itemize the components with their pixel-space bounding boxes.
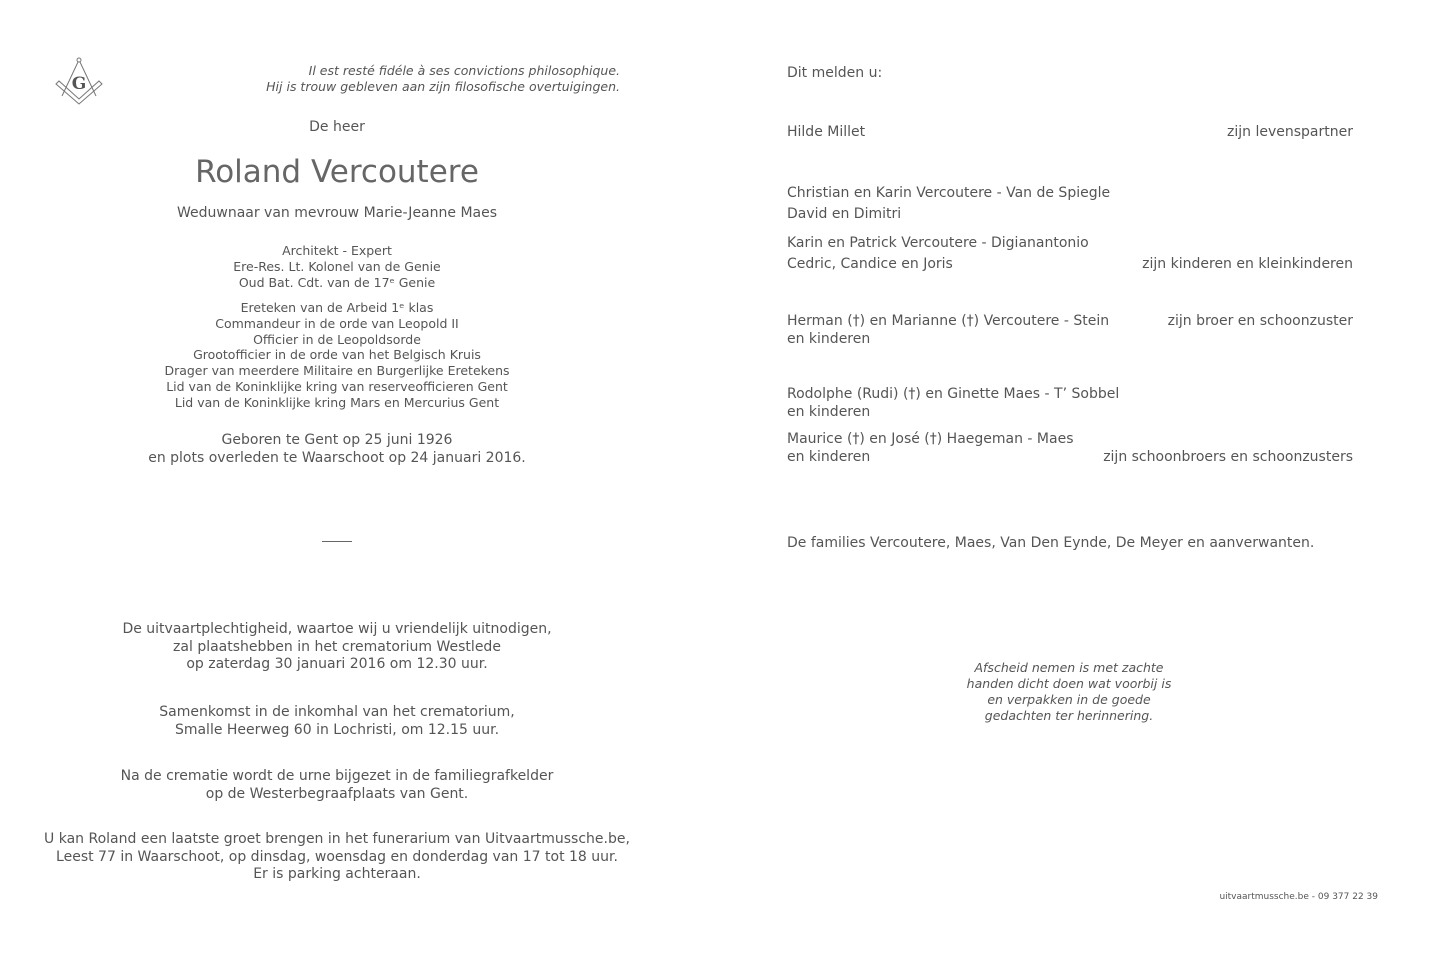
honour-line: Grootofficier in de orde van het Belgisch Kruis: [193, 347, 481, 363]
sibling-line: Herman (†) en Marianne (†) Vercoutere - Stein: [787, 313, 1110, 329]
poem-line: Afscheid nemen is met zachte: [974, 660, 1164, 675]
urn: [37, 768, 637, 803]
poem-line: gedachten ter herinnering.: [984, 708, 1154, 723]
child-line: Karin en Patrick Vercoutere - Digianantonio: [787, 235, 1089, 251]
titles: [37, 243, 637, 291]
siblings-block: [787, 312, 1353, 348]
motto-nl: Hij is trouw gebleven aan zijn filosofische overtuigingen.: [266, 79, 620, 94]
child-line: Christian en Karin Vercoutere - Van de Spiegle: [787, 185, 1111, 201]
intro: Dit melden u:: [787, 65, 883, 81]
widower-line: Weduwnaar van mevrouw Marie-Jeanne Maes: [176, 205, 498, 221]
honour-line: Lid van de Koninklijke kring van reserveofficieren Gent: [166, 378, 508, 394]
ceremony-line: op zaterdag 30 januari 2016 om 12.30 uur.: [186, 656, 488, 672]
child-line: David en Dimitri: [787, 205, 902, 222]
inlaw-line: en kinderen: [787, 449, 871, 465]
footer-contact: uitvaartmussche.be - 09 377 22 39: [1219, 892, 1378, 902]
urn-line: Na de crematie wordt de urne bijgezet in de familiegrafkelder: [120, 768, 554, 784]
title-line: Architekt - Expert: [282, 243, 392, 258]
honour-line: Officier in de Leopoldsorde: [253, 331, 421, 347]
svg-text:G: G: [71, 74, 87, 94]
honours: [37, 300, 637, 411]
poem-line: en verpakken in de goede: [987, 692, 1151, 707]
sibling-line: en kinderen: [787, 331, 871, 347]
inlaw-line: en kinderen: [787, 404, 871, 420]
urn-line: op de Westerbegraafplaats van Gent.: [205, 785, 469, 802]
inlaw-line: Rodolphe (Rudi) (†) en Ginette Maes - T’ Sobbel: [787, 386, 1120, 402]
visit-line: Leest 77 in Waarschoot, op dinsdag, woensdag en donderdag van 17 tot 18 uur.: [56, 848, 618, 865]
square-compass-icon: [54, 56, 104, 106]
poem: [919, 660, 1219, 724]
honour-line: Ereteken van de Arbeid 1ᵉ klas: [240, 300, 434, 315]
ceremony-line: De uitvaartplechtigheid, waartoe wij u vriendelijk uitnodigen,: [122, 621, 552, 637]
deceased-name: Roland Vercoutere: [195, 154, 479, 190]
birth-line: Geboren te Gent op 25 juni 1926: [221, 432, 453, 448]
title-line: Ere-Res. Lt. Kolonel van de Genie: [233, 259, 441, 274]
motto-fr: Il est resté fidéle à ses convictions philosophique.: [308, 63, 620, 78]
children-block: [787, 183, 1353, 274]
divider: [322, 541, 352, 542]
gathering-line: Smalle Heerweg 60 in Lochristi, om 12.15 uur.: [174, 721, 500, 738]
ceremony-line: zal plaatshebben in het crematorium Westlede: [173, 638, 501, 655]
honour-line: Lid van de Koninklijke kring Mars en Mercurius Gent: [174, 394, 500, 410]
ceremony: [37, 621, 637, 674]
visit: [0, 831, 674, 884]
partner-row: [787, 123, 1353, 141]
birth-death: [37, 432, 637, 467]
honour-line: Commandeur in de orde van Leopold II: [215, 315, 459, 331]
death-line: en plots overleden te Waarschoot op 24 januari 2016.: [148, 449, 526, 466]
motto: [200, 63, 620, 95]
partner-name: Hilde Millet: [787, 124, 866, 140]
visit-line: U kan Roland een laatste groet brengen in het funerarium van Uitvaartmussche.be,: [44, 831, 630, 847]
children-relation: zijn kinderen en kleinkinderen: [1142, 255, 1353, 272]
honour-line: Drager van meerdere Militaire en Burgerlijke Eretekens: [164, 363, 510, 379]
families-line: De families Vercoutere, Maes, Van Den Eynde, De Meyer en aanverwanten.: [787, 535, 1315, 551]
visit-line: Er is parking achteraan.: [253, 866, 421, 882]
inlaw-line: Maurice (†) en José (†) Haegeman - Maes: [787, 431, 1074, 447]
salutation: De heer: [309, 119, 365, 135]
inlaws-block: [787, 385, 1353, 466]
inlaws-relation: zijn schoonbroers en schoonzusters: [1103, 449, 1353, 465]
siblings-relation: zijn broer en schoonzuster: [1167, 313, 1353, 329]
title-line: Oud Bat. Cdt. van de 17ᵉ Genie: [238, 275, 436, 290]
poem-line: handen dicht doen wat voorbij is: [966, 676, 1172, 691]
child-line: Cedric, Candice en Joris: [787, 255, 953, 272]
gathering-line: Samenkomst in de inkomhal van het crematorium,: [159, 704, 515, 720]
gathering: [37, 704, 637, 739]
partner-relation: zijn levenspartner: [1227, 124, 1353, 140]
